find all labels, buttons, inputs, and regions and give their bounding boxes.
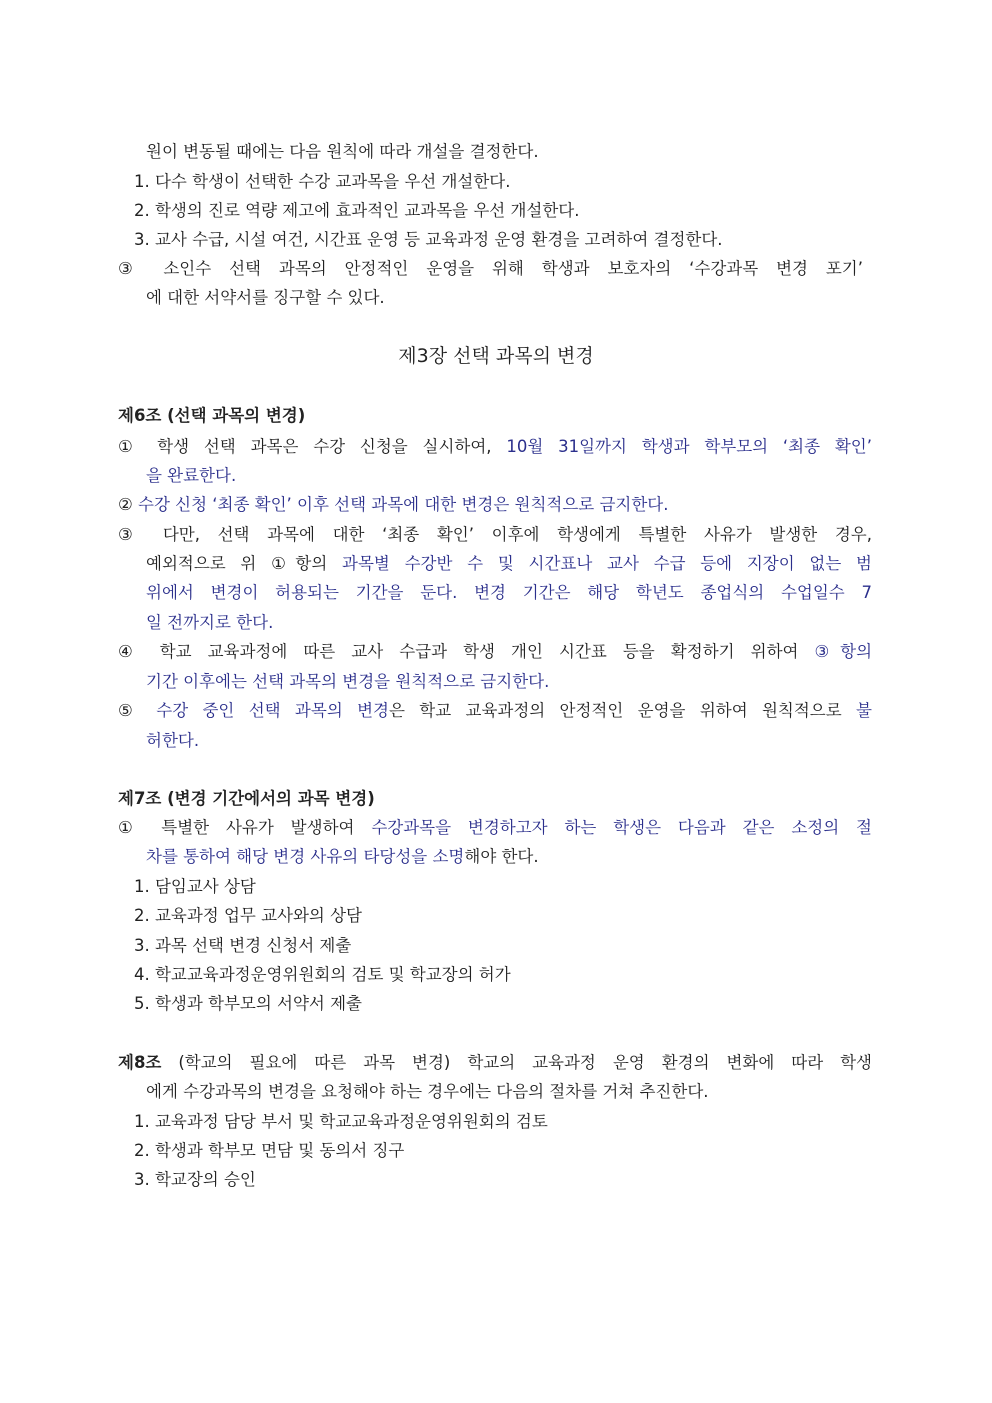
list-item: 1. 다수 학생이 선택한 수강 교과목을 우선 개설한다. (134, 172, 511, 191)
list-item: 3. 과목 선택 변경 신청서 제출 (134, 936, 352, 955)
clause-text: ① 학생 선택 과목은 수강 신청을 실시하여, (118, 437, 507, 456)
clause-text: 예외적으로 위 ①항의 (146, 554, 343, 573)
list-item: 1. 교육과정 담당 부서 및 학교교육과정운영위원회의 검토 (134, 1112, 548, 1131)
art8-heading: 제8조 (118, 1053, 162, 1072)
art6-clause-3-line-2 (146, 553, 872, 575)
art6-clause-5-cont: 허한다. (146, 731, 200, 750)
list-item: 2. 학생의 진로 역량 제고에 효과적인 교과목을 우선 개설한다. (134, 201, 580, 220)
clause-highlight: 과목별 수강반 수 및 시간표나 교사 수급 등에 지장이 없는 범 (342, 554, 872, 573)
clause-text: 은 학교 교육과정의 안정적인 운영을 위하여 원칙적으로 (388, 701, 857, 720)
list-item: 5. 학생과 학부모의 서약서 제출 (134, 994, 362, 1013)
clause-highlight: 불 (856, 701, 872, 720)
list-item: 4. 학교교육과정운영위원회의 검토 및 학교장의 허가 (134, 965, 511, 984)
clause-number: ② (118, 495, 139, 514)
clause-text: 해야 한다. (464, 847, 539, 866)
art6-clause-5 (118, 700, 872, 722)
list-item: 1. 담임교사 상담 (134, 877, 256, 896)
list-item: 2. 학생과 학부모 면담 및 동의서 징구 (134, 1141, 405, 1160)
art6-clause-4-cont: 기간 이후에는 선택 과목의 변경을 원칙적으로 금지한다. (146, 672, 550, 691)
art8-line-2: 에게 수강과목의 변경을 요청해야 하는 경우에는 다음의 절차를 거쳐 추진한다. (146, 1082, 709, 1101)
art7-heading: 제7조 (변경 기간에서의 과목 변경) (118, 789, 375, 808)
clause-highlight: 수강과목을 변경하고자 하는 학생은 다음과 같은 소정의 절 (371, 818, 872, 837)
art5-clause-3: ③ 소인수 선택 과목의 안정적인 운영을 위해 학생과 보호자의 ‘수강과목 변경 포기’ (118, 259, 863, 278)
list-item: 3. 교사 수급, 시설 여건, 시간표 운영 등 교육과정 운영 환경을 고려하여 결정한다. (134, 230, 723, 249)
art7-clause-1-cont (146, 846, 539, 868)
art6-clause-4 (118, 641, 872, 663)
art6-clause-1-cont: 을 완료한다. (146, 466, 237, 485)
art5-continuation: 원이 변동될 때에는 다음 원칙에 따라 개설을 결정한다. (146, 142, 539, 161)
clause-highlight: 수강 중인 선택 과목의 변경 (156, 701, 389, 720)
art7-clause-1 (118, 817, 872, 839)
list-item: 2. 교육과정 업무 교사와의 상담 (134, 906, 362, 925)
clause-text: ① 특별한 사유가 발생하여 (118, 818, 372, 837)
art8-line-1 (118, 1052, 872, 1074)
art6-heading: 제6조 (선택 과목의 변경) (118, 406, 306, 425)
art6-clause-3: ③ 다만, 선택 과목에 대한 ‘최종 확인’ 이후에 학생에게 특별한 사유가 발생한 경우, (118, 525, 872, 544)
clause-highlight: 10월 31일까지 학생과 학부모의 ‘최종 확인’ (506, 437, 872, 456)
art6-clause-1 (118, 436, 872, 458)
clause-highlight: 차를 통하여 해당 변경 사유의 타당성을 소명 (146, 847, 465, 866)
list-item: 3. 학교장의 승인 (134, 1170, 256, 1189)
art6-clause-3-line-4: 일 전까지로 한다. (146, 613, 274, 632)
clause-highlight: ③항의 (814, 642, 873, 661)
clause-text: ④ 학교 교육과정에 따른 교사 수급과 학생 개인 시간표 등을 확정하기 위하여 (118, 642, 815, 661)
clause-text: (학교의 필요에 따른 과목 변경) 학교의 교육과정 운영 환경의 변화에 따라 학생 (161, 1053, 872, 1072)
chapter-title: 제3장 선택 과목의 변경 (398, 345, 594, 367)
art6-clause-2 (118, 494, 668, 516)
art5-clause-3-cont: 에 대한 서약서를 징구할 수 있다. (146, 288, 385, 307)
clause-number: ⑤ (118, 701, 157, 720)
clause-highlight: 수강 신청 ‘최종 확인’ 이후 선택 과목에 대한 변경은 원칙적으로 금지한다. (138, 495, 669, 514)
art6-clause-3-line-3: 위에서 변경이 허용되는 기간을 둔다. 변경 기간은 해당 학년도 종업식의 수업일수 7 (146, 583, 872, 602)
